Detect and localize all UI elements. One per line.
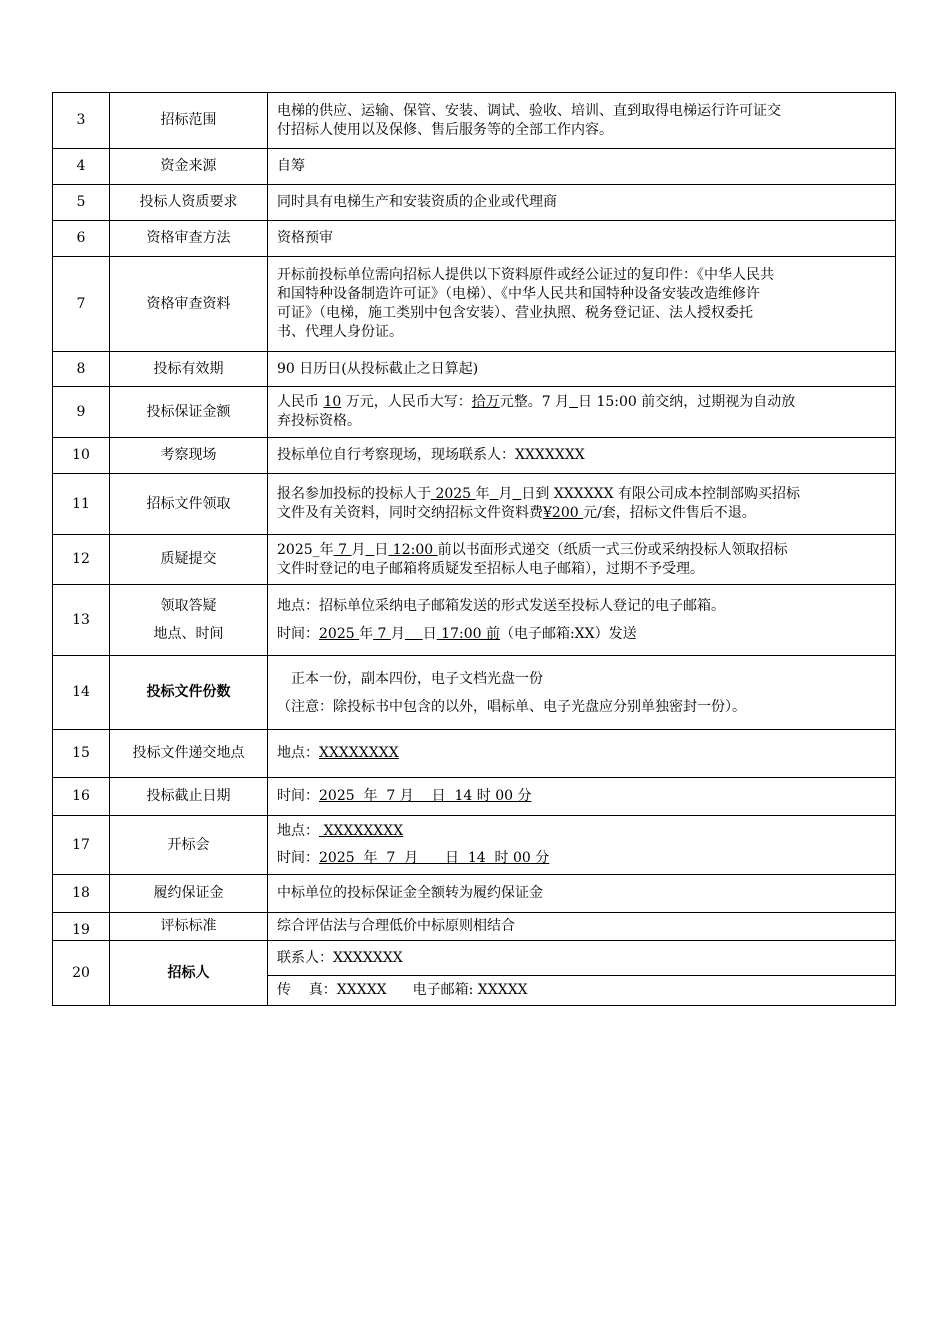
content-line: 开标前投标单位需向招标人提供以下资料原件或经公证过的复印件：《中华人民共 — [277, 267, 774, 283]
bid-info-table — [52, 92, 896, 1006]
table-row — [53, 221, 896, 257]
text-segment: 日 — [422, 626, 437, 642]
content-line: 电梯的供应、运输、保管、安装、调试、验收、培训、直到取得电梯运行许可证交 — [277, 102, 781, 119]
text-segment: 时间： — [277, 788, 319, 804]
text-segment: 人民币 — [277, 394, 324, 410]
row-item: 资金来源 — [110, 149, 268, 185]
row-number: 20 — [53, 941, 110, 1006]
content-line — [277, 845, 889, 872]
row-item: 考察现场 — [110, 438, 268, 474]
row-content — [268, 387, 896, 438]
table-row — [53, 816, 896, 875]
email: 电子邮箱: XXXXX — [412, 982, 528, 998]
filled-blank: ¥200 — [543, 505, 584, 521]
row-content: 同时具有电梯生产和安装资质的企业或代理商 — [268, 185, 896, 221]
content-line: 可证》（电梯，施工类别中包含安装）、营业执照、税务登记证、法人授权委托 — [277, 305, 753, 321]
row-content — [268, 730, 896, 778]
row-item: 开标会 — [110, 816, 268, 875]
table-row — [53, 913, 896, 941]
row-number: 6 — [53, 221, 110, 257]
row-content — [268, 474, 896, 535]
row-content — [268, 535, 896, 585]
content-line — [277, 620, 889, 648]
table-row — [53, 730, 896, 778]
filled-blank: 10 — [323, 394, 342, 410]
content-line: 地点：招标单位采纳电子邮箱发送的形式发送至投标人登记的电子邮箱。 — [277, 598, 725, 614]
row-item: 招标文件领取 — [110, 474, 268, 535]
item-line: 地点、时间 — [153, 626, 224, 642]
text-segment: 月 — [390, 626, 405, 642]
row-item: 投标文件递交地点 — [110, 730, 268, 778]
table-row — [53, 387, 896, 438]
text-segment: 2025_年 — [277, 541, 334, 558]
row-number: 18 — [53, 875, 110, 913]
text-segment: 元整。7 月 — [499, 394, 570, 410]
content-line: 书、代理人身份证。 — [277, 324, 403, 340]
content-line: 正本一份，副本四份，电子文档光盘一份 — [291, 670, 543, 687]
row-number: 11 — [53, 474, 110, 535]
row-item: 资格审查资料 — [110, 257, 268, 352]
row-item: 投标文件份数 — [110, 656, 268, 730]
text-segment: 前以书面形式递交（纸质一式三份或采纳投标人领取招标 — [437, 541, 788, 558]
table-row — [53, 778, 896, 816]
table-row — [53, 585, 896, 656]
table-row — [53, 352, 896, 387]
filled-blank: 7 — [333, 541, 352, 558]
content-line — [277, 745, 399, 761]
item-line: 领取答疑 — [160, 598, 217, 614]
fax: 传 真：XXXXX — [277, 982, 387, 998]
row-number: 3 — [53, 93, 110, 149]
table-row — [53, 656, 896, 730]
text-segment: 日 — [374, 541, 389, 558]
table-row — [53, 185, 896, 221]
row-number: 5 — [53, 185, 110, 221]
blank — [405, 626, 423, 642]
blank — [569, 394, 578, 410]
filled-blank: 2025 年 7 月 日 14 时 00 分 — [319, 850, 550, 866]
blank — [512, 486, 521, 502]
filled-blank: 7 — [373, 626, 391, 642]
table-row — [53, 474, 896, 535]
text-segment: 元/套，招标文件售后不退。 — [583, 505, 756, 521]
row-item: 投标有效期 — [110, 352, 268, 387]
table-row — [53, 941, 896, 976]
row-content: 资格预审 — [268, 221, 896, 257]
filled-blank: 2025 年 7 月 日 14 时 00 分 — [319, 788, 532, 804]
content-line — [277, 485, 889, 504]
table-row — [53, 535, 896, 585]
text-segment: 日到 XXXXXX 有限公司成本控制部购买招标 — [521, 486, 801, 502]
row-item: 投标截止日期 — [110, 778, 268, 816]
text-segment: 地点： — [277, 823, 319, 839]
filled-blank: 2025 — [431, 486, 476, 502]
text-segment: 地点： — [277, 745, 319, 761]
content-line — [277, 393, 889, 412]
table-row — [53, 438, 896, 474]
text-segment: （电子邮箱:XX）发送 — [499, 626, 637, 642]
row-item: 质疑提交 — [110, 535, 268, 585]
row-item: 招标人 — [110, 941, 268, 1006]
content-line — [277, 504, 889, 523]
content-line: 文件时登记的电子邮箱将质疑发至招标人电子邮箱），过期不予受理。 — [277, 560, 704, 577]
row-item: 投标保证金额 — [110, 387, 268, 438]
table-row — [53, 257, 896, 352]
text-segment: 年 — [475, 486, 490, 502]
row-item: 投标人资质要求 — [110, 185, 268, 221]
row-number: 13 — [53, 585, 110, 656]
text-segment: 月 — [351, 541, 366, 558]
filled-blank: XXXXXXXX — [319, 745, 399, 761]
row-content: 自筹 — [268, 149, 896, 185]
row-number: 12 — [53, 535, 110, 585]
text-segment: 报名参加投标的投标人于 — [277, 486, 431, 502]
row-content — [268, 656, 896, 730]
filled-blank: 拾万 — [471, 394, 500, 410]
row-item: 招标范围 — [110, 93, 268, 149]
row-number: 19 — [53, 913, 110, 941]
row-item: 履约保证金 — [110, 875, 268, 913]
content-line: 付招标人使用以及保修、售后服务等的全部工作内容。 — [277, 121, 613, 138]
row-item: 资格审查方法 — [110, 221, 268, 257]
contact-details — [268, 976, 896, 1006]
row-number: 16 — [53, 778, 110, 816]
row-number: 17 — [53, 816, 110, 875]
content-line — [277, 818, 889, 845]
content-line: 和国特种设备制造许可证》（电梯）、《中华人民共和国特种设备安装改造维修许 — [277, 286, 760, 302]
text-segment: 时间： — [277, 626, 319, 642]
row-content — [268, 93, 896, 149]
row-item: 评标标准 — [110, 913, 268, 941]
content-line: （注意：除投标书中包含的以外，唱标单、电子光盘应分别单独密封一份）。 — [277, 698, 746, 715]
content-line — [277, 541, 889, 560]
table-row — [53, 875, 896, 913]
text-segment: 文件及有关资料，同时交纳招标文件资料费 — [277, 505, 543, 521]
text-segment: 时间： — [277, 850, 319, 866]
row-content: 90 日历日(从投标截止之日算起) — [268, 352, 896, 387]
row-content — [268, 816, 896, 875]
row-number: 15 — [53, 730, 110, 778]
row-content — [268, 778, 896, 816]
filled-blank: 2025 — [319, 626, 360, 642]
row-content: 综合评估法与合理低价中标原则相结合 — [268, 913, 896, 941]
row-number: 4 — [53, 149, 110, 185]
table-row — [53, 93, 896, 149]
row-number: 10 — [53, 438, 110, 474]
row-item — [110, 585, 268, 656]
row-number: 7 — [53, 257, 110, 352]
text-segment: 月 — [498, 486, 513, 502]
filled-blank: 17:00 前 — [436, 626, 500, 642]
filled-blank: XXXXXXXX — [319, 823, 404, 839]
contact-person: 联系人：XXXXXXX — [268, 941, 896, 976]
row-number: 14 — [53, 656, 110, 730]
content-line: 弃投标资格。 — [277, 413, 361, 429]
content-line — [277, 788, 531, 804]
table-row — [53, 149, 896, 185]
row-number: 8 — [53, 352, 110, 387]
filled-blank: 12:00 — [388, 541, 438, 558]
row-number: 9 — [53, 387, 110, 438]
text-segment: 年 — [359, 626, 374, 642]
row-content — [268, 585, 896, 656]
row-content: 投标单位自行考察现场，现场联系人：XXXXXXX — [268, 438, 896, 474]
text-segment: 万元，人民币大写： — [341, 394, 472, 410]
row-content — [268, 257, 896, 352]
text-segment: 日 15:00 前交纳，过期视为自动放 — [578, 394, 796, 410]
row-content: 中标单位的投标保证金全额转为履约保证金 — [268, 875, 896, 913]
